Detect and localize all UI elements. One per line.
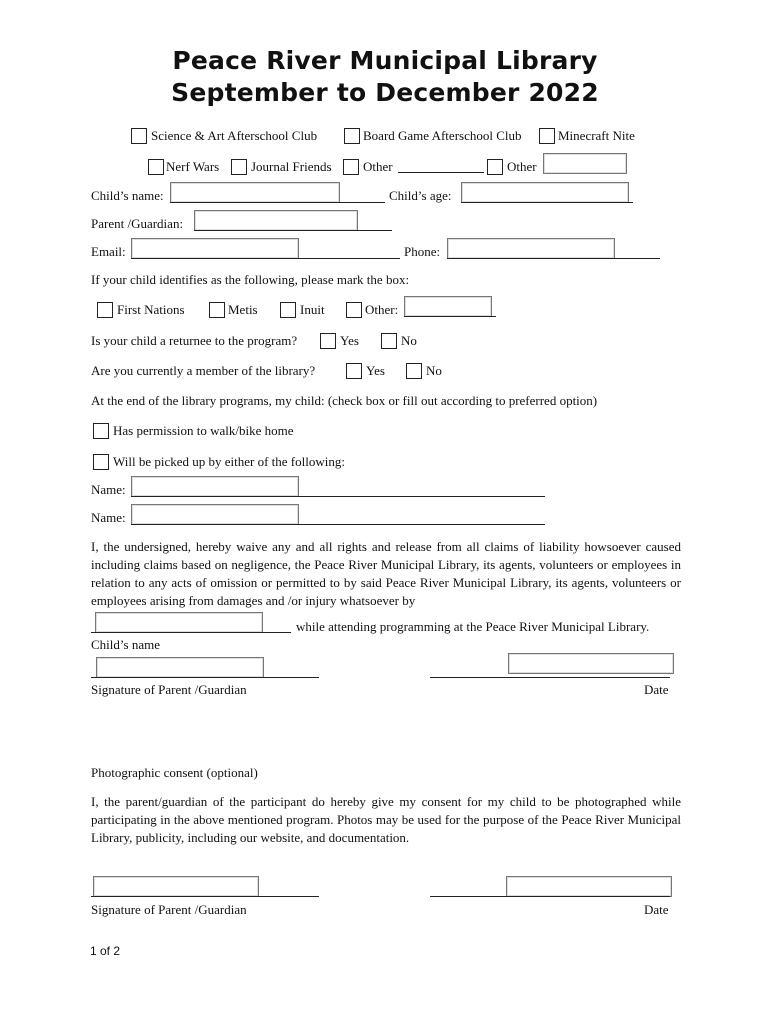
nerf-wars-label: Nerf Wars	[166, 159, 220, 174]
phone-label: Phone:	[404, 244, 441, 259]
end-of-program-question: At the end of the library programs, my child: (check box or fill out according to preferred option)	[91, 393, 598, 408]
waiver-date-label: Date	[644, 682, 669, 697]
photo-date-label: Date	[644, 902, 669, 917]
waiver-child-name-line	[91, 632, 291, 633]
identity-question: If your child identifies as the following, please mark the box:	[91, 272, 410, 287]
photo-consent-heading: Photographic consent (optional)	[91, 765, 258, 780]
parent-guardian-line	[194, 230, 392, 231]
waiver-date-line	[430, 677, 670, 678]
email-label: Email:	[91, 244, 126, 259]
photo-date-line	[430, 896, 670, 897]
phone-field[interactable]	[447, 238, 615, 259]
waiver-signature-field[interactable]	[96, 657, 264, 678]
returnee-no-label: No	[401, 333, 417, 348]
pickup-name-1-field[interactable]	[131, 476, 299, 497]
member-no-checkbox[interactable]	[406, 363, 422, 379]
other-program-1-checkbox[interactable]	[343, 159, 359, 175]
picked-up-checkbox[interactable]	[93, 454, 109, 470]
pickup-name-1-line	[131, 496, 545, 497]
inuit-label: Inuit	[300, 302, 325, 317]
member-yes-checkbox[interactable]	[346, 363, 362, 379]
photo-date-field[interactable]	[506, 876, 672, 897]
waiver-date-field[interactable]	[508, 653, 674, 674]
pickup-name-1-label: Name:	[91, 482, 126, 497]
minecraft-label: Minecraft Nite	[558, 128, 635, 143]
page-title-line-2: September to December 2022	[171, 78, 599, 107]
first-nations-checkbox[interactable]	[97, 302, 113, 318]
other-program-2-checkbox[interactable]	[487, 159, 503, 175]
waiver-signature-line	[91, 677, 319, 678]
child-age-field[interactable]	[461, 182, 629, 203]
child-name-label: Child’s name:	[91, 188, 164, 203]
identity-other-label: Other:	[365, 302, 399, 317]
page-title-line-1: Peace River Municipal Library	[172, 46, 598, 75]
pickup-name-2-line	[131, 524, 545, 525]
parent-guardian-label: Parent /Guardian:	[91, 216, 184, 231]
other-program-2-field[interactable]	[543, 153, 627, 174]
metis-label: Metis	[228, 302, 258, 317]
photo-signature-label: Signature of Parent /Guardian	[91, 902, 247, 917]
returnee-yes-label: Yes	[340, 333, 359, 348]
photo-signature-line	[91, 896, 319, 897]
science-art-checkbox[interactable]	[131, 128, 147, 144]
other-program-2-label: Other	[507, 159, 537, 174]
page-number: 1 of 2	[90, 944, 121, 958]
pickup-name-2-label: Name:	[91, 510, 126, 525]
board-game-checkbox[interactable]	[344, 128, 360, 144]
nerf-wars-checkbox[interactable]	[148, 159, 164, 175]
member-no-label: No	[426, 363, 442, 378]
child-name-field[interactable]	[170, 182, 340, 203]
first-nations-label: First Nations	[117, 302, 185, 317]
child-age-line	[461, 202, 633, 203]
returnee-question: Is your child a returnee to the program?	[91, 333, 298, 348]
while-attending-text: while attending programming at the Peace River Municipal Library.	[296, 619, 650, 634]
other-program-1-label: Other	[363, 159, 393, 174]
child-age-label: Child’s age:	[389, 188, 452, 203]
metis-checkbox[interactable]	[209, 302, 225, 318]
parent-guardian-field[interactable]	[194, 210, 358, 231]
returnee-yes-checkbox[interactable]	[320, 333, 336, 349]
member-yes-label: Yes	[366, 363, 385, 378]
waiver-child-name-field[interactable]	[95, 612, 263, 633]
photo-consent-text: I, the parent/guardian of the participant do hereby give my consent for my child to be photographed while participating in the above mentioned program. Photos may be used for the purpose of the Peace River Municipal Library, publicity, including our website, and documentation.	[91, 794, 681, 845]
science-art-label: Science & Art Afterschool Club	[151, 128, 318, 143]
pickup-name-2-field[interactable]	[131, 504, 299, 525]
waiver-child-name-caption: Child’s name	[91, 637, 160, 652]
walk-bike-label: Has permission to walk/bike home	[113, 423, 294, 438]
child-name-line	[170, 202, 385, 203]
other-program-1-line	[398, 172, 484, 173]
waiver-signature-label: Signature of Parent /Guardian	[91, 682, 247, 697]
member-question: Are you currently a member of the library?	[91, 363, 316, 378]
photo-signature-field[interactable]	[93, 876, 259, 897]
minecraft-checkbox[interactable]	[539, 128, 555, 144]
walk-bike-checkbox[interactable]	[93, 423, 109, 439]
journal-friends-checkbox[interactable]	[231, 159, 247, 175]
board-game-label: Board Game Afterschool Club	[363, 128, 522, 143]
identity-other-line	[404, 316, 496, 317]
phone-line	[447, 258, 660, 259]
returnee-no-checkbox[interactable]	[381, 333, 397, 349]
email-field[interactable]	[131, 238, 299, 259]
picked-up-label: Will be picked up by either of the following:	[113, 454, 345, 469]
email-line	[131, 258, 400, 259]
waiver-text: I, the undersigned, hereby waive any and all rights and release from all claims of liability howsoever caused including claims based on negligence, the Peace River Municipal Library, its agents, volunteers or employees in relation to any acts of omission or permitted to by said Peace River Municipal Library, its agents, volunteers or employees arising from damages and /or injury whatsoever by	[91, 539, 681, 608]
identity-other-checkbox[interactable]	[346, 302, 362, 318]
identity-other-field[interactable]	[404, 296, 492, 317]
journal-friends-label: Journal Friends	[251, 159, 332, 174]
inuit-checkbox[interactable]	[280, 302, 296, 318]
